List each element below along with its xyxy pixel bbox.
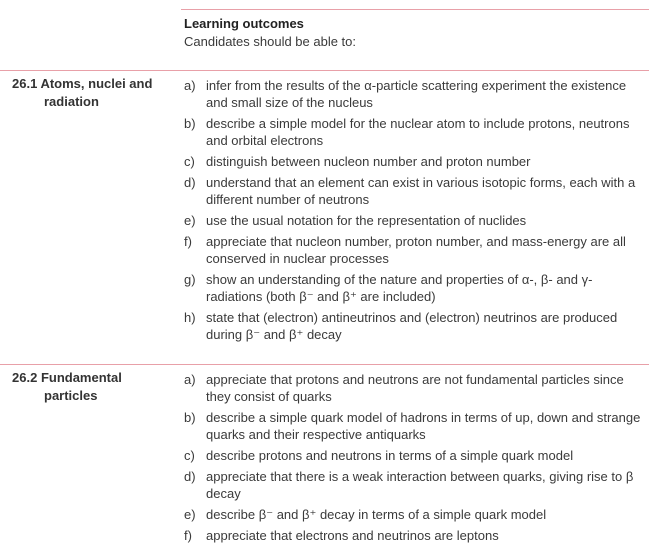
list-item (184, 447, 644, 464)
item-text: describe a simple model for the nuclear atom to include protons, neutrons and orbital electrons (206, 116, 630, 148)
section-number: 26.2 (12, 370, 38, 385)
list-item (184, 271, 644, 305)
item-letter: f) (184, 528, 192, 543)
section-title-line2: radiation (44, 94, 99, 109)
list-item (184, 527, 644, 544)
item-text: distinguish between nucleon number and proton number (206, 154, 531, 169)
section-rule-26-2 (0, 364, 649, 365)
item-letter: a) (184, 78, 196, 93)
item-letter: e) (184, 213, 196, 228)
list-item (184, 174, 644, 208)
item-letter: f) (184, 234, 192, 249)
outcome-list-26-2 (184, 371, 644, 544)
item-text: describe β⁻ and β⁺ decay in terms of a simple quark model (206, 507, 547, 522)
item-letter: c) (184, 154, 195, 169)
section-title-line1: Atoms, nuclei and (40, 76, 153, 91)
item-text: infer from the results of the α-particle scattering experiment the existence and small size of the nucleus (206, 78, 627, 110)
outcome-list-26-1 (184, 77, 644, 343)
list-item (184, 309, 644, 343)
list-item (184, 115, 644, 149)
list-item (184, 77, 644, 111)
item-text: use the usual notation for the representation of nuclides (206, 213, 527, 228)
list-item (184, 233, 644, 267)
table-header (184, 15, 356, 51)
section-number: 26.1 (12, 76, 38, 91)
item-letter: c) (184, 448, 195, 463)
item-letter: a) (184, 372, 196, 387)
item-text: describe a simple quark model of hadrons in terms of up, down and strange quarks and their respective antiquarks (206, 410, 641, 442)
list-item (184, 153, 644, 170)
item-text: appreciate that there is a weak interaction between quarks, giving rise to β decay (206, 469, 634, 501)
list-item (184, 212, 644, 229)
item-text: understand that an element can exist in various isotopic forms, each with a different number of neutrons (206, 175, 636, 207)
item-text: describe protons and neutrons in terms of a simple quark model (206, 448, 574, 463)
item-letter: b) (184, 410, 196, 425)
list-item (184, 371, 644, 405)
item-text: appreciate that nucleon number, proton number, and mass-energy are all conserved in nuclear processes (206, 234, 626, 266)
learning-outcomes-heading: Learning outcomes (184, 16, 304, 31)
list-item (184, 468, 644, 502)
section-rule-26-1 (0, 70, 649, 71)
item-letter: d) (184, 469, 196, 484)
item-letter: d) (184, 175, 196, 190)
section-title-line1: Fundamental (40, 370, 122, 385)
list-item (184, 506, 644, 523)
header-rule (181, 9, 649, 10)
section-title-26-1 (12, 75, 172, 111)
item-letter: b) (184, 116, 196, 131)
item-letter: h) (184, 310, 196, 325)
item-text: appreciate that electrons and neutrinos are leptons (206, 528, 499, 543)
item-text: state that (electron) antineutrinos and (electron) neutrinos are produced during β⁻ and β⁺ decay (206, 310, 618, 342)
item-letter: g) (184, 272, 196, 287)
item-text: show an understanding of the nature and properties of α-, β- and γ-radiations (both β⁻ and β⁺ are included) (206, 272, 593, 304)
section-title-26-2 (12, 369, 172, 405)
item-text: appreciate that protons and neutrons are not fundamental particles since they consist of quarks (206, 372, 624, 404)
item-letter: e) (184, 507, 196, 522)
section-title-line2: particles (44, 388, 98, 403)
list-item (184, 409, 644, 443)
learning-outcomes-subtitle: Candidates should be able to: (184, 34, 357, 49)
